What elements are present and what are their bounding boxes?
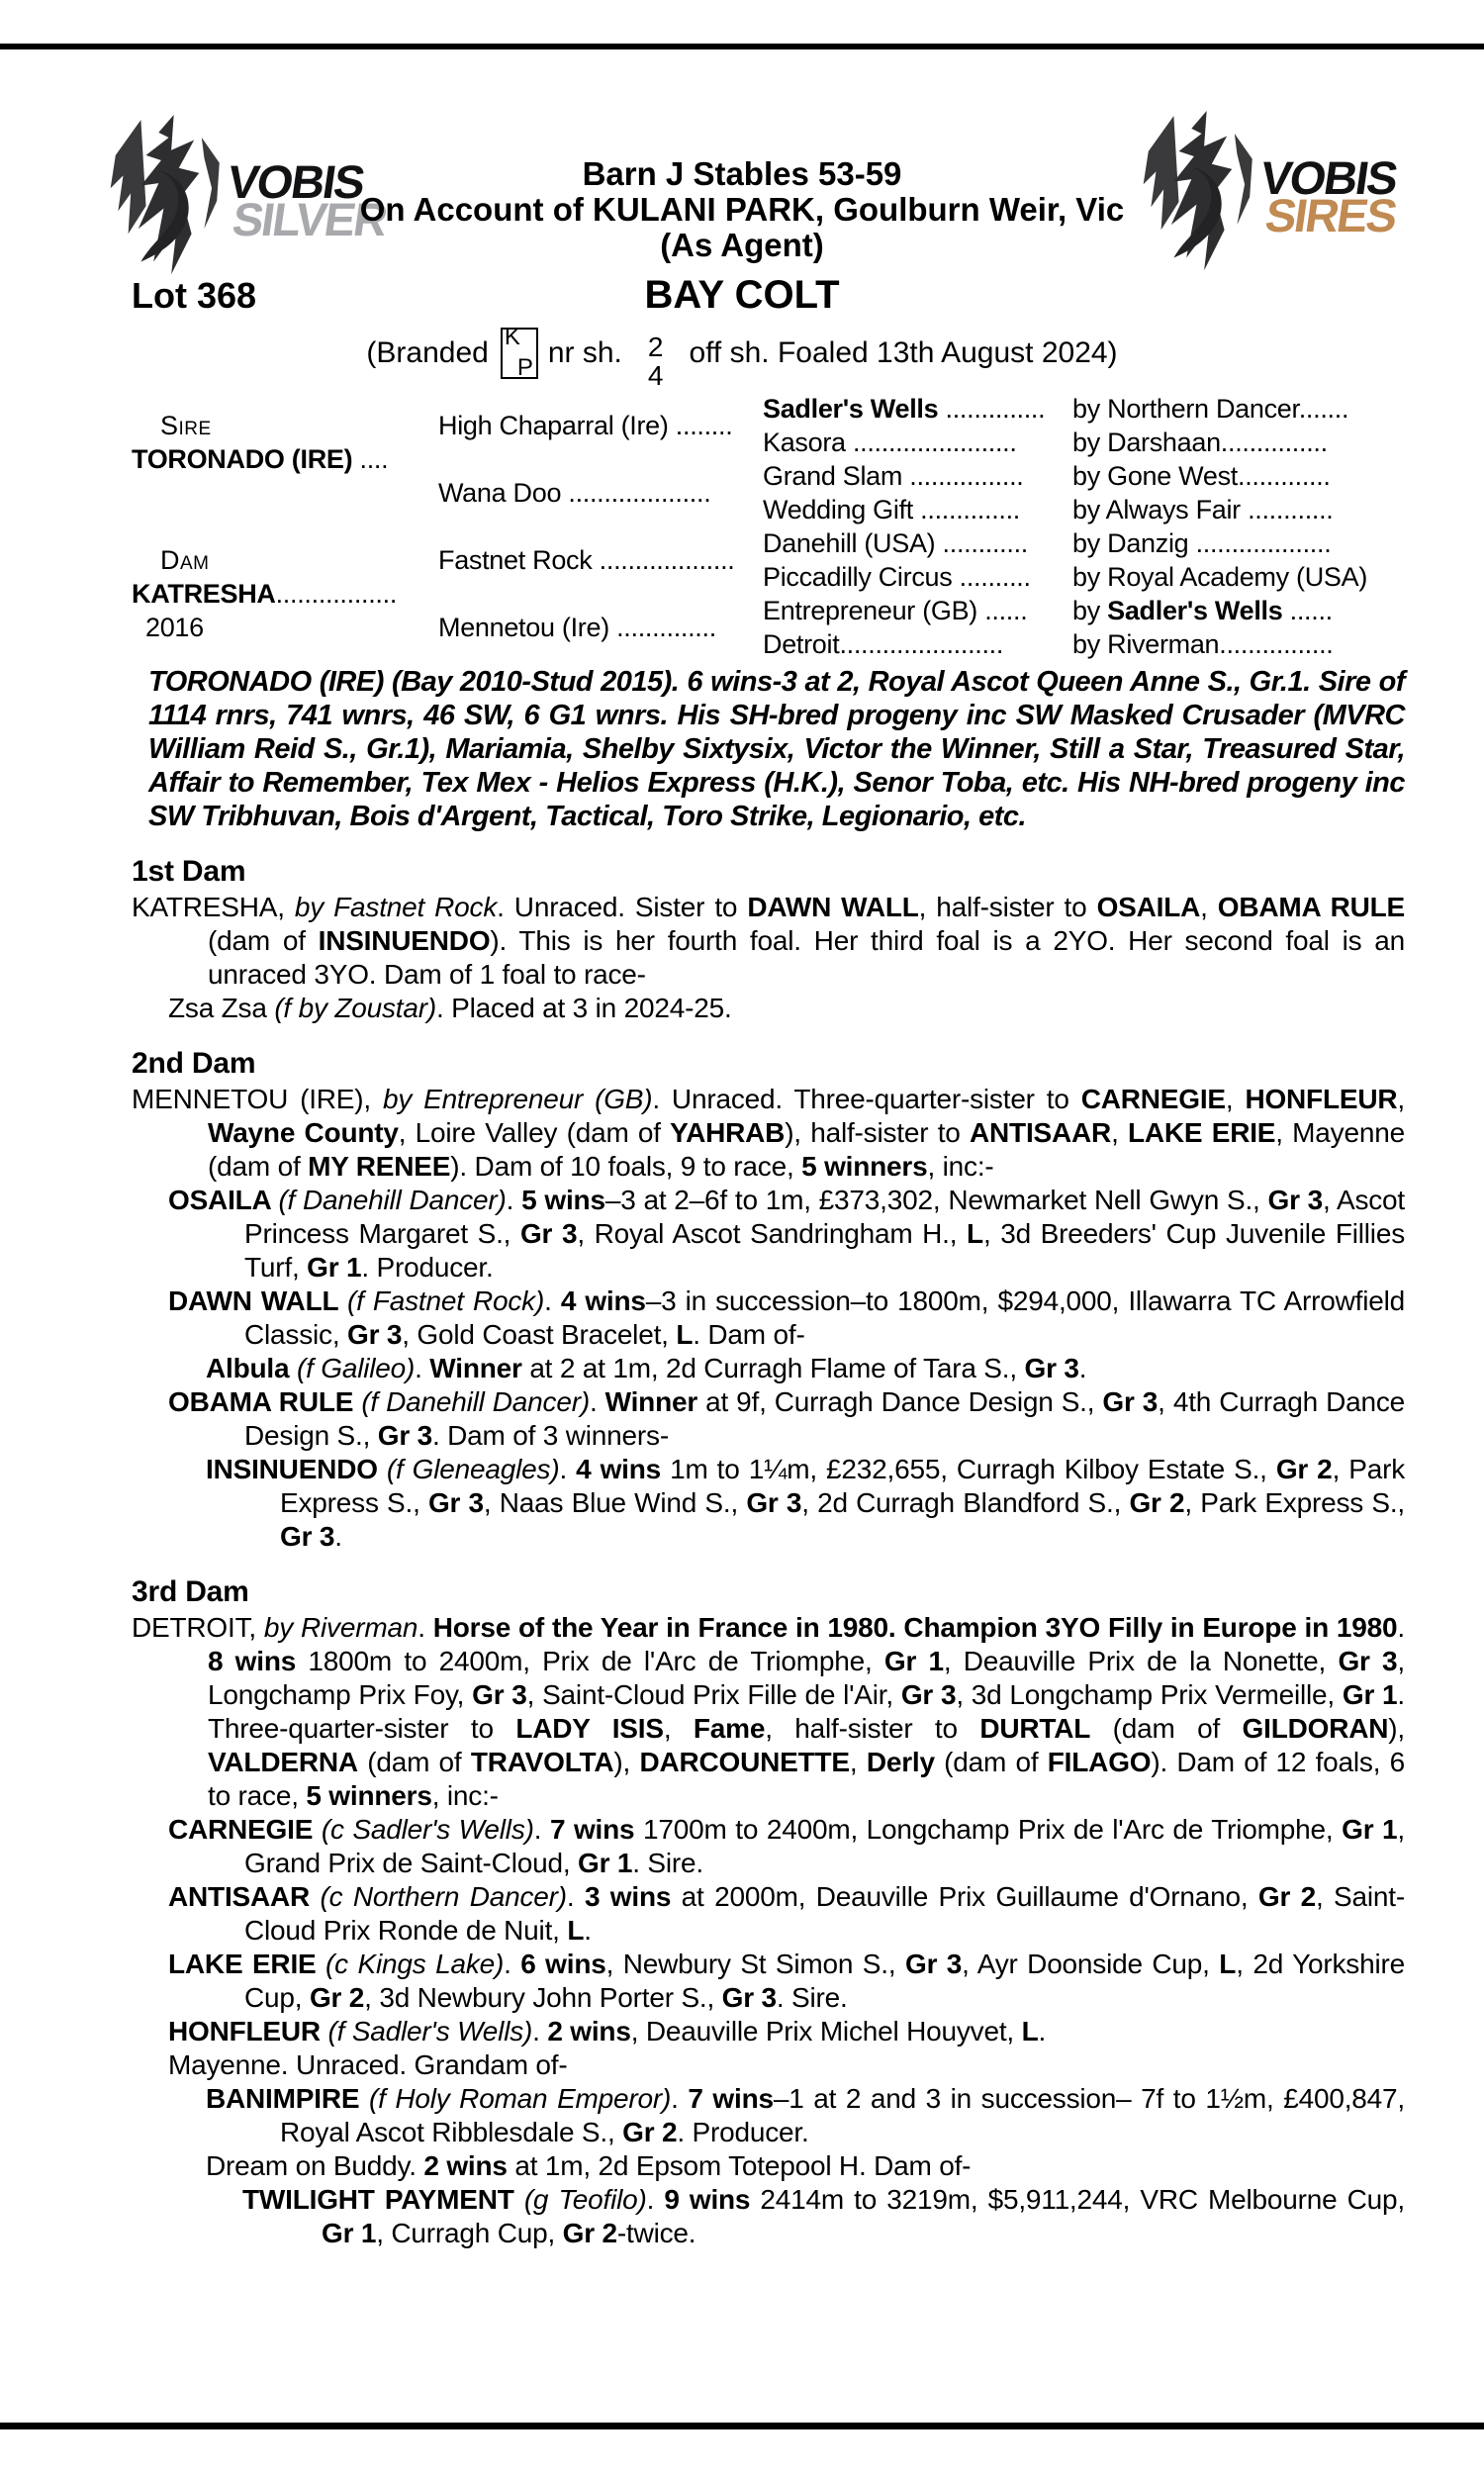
pedigree-paragraph: Zsa Zsa (f by Zoustar). Placed at 3 in 2024-25.	[168, 993, 732, 1023]
pedigree-generation3-cell: Wedding Gift ..............	[763, 495, 1021, 524]
branded-mid: nr sh.	[547, 336, 622, 369]
branded-line	[0, 324, 1484, 391]
pedigree-paragraph: TWILIGHT PAYMENT (g Teofilo). 9 wins 2414m to 3219m, $5,911,244, VRC Melbourne Cup, Gr 1, Curragh Cup, Gr 2-twice.	[242, 2184, 1405, 2248]
pedigree-generation4-cell: by Gone West.............	[1072, 461, 1331, 491]
pedigree-generation1-cell: 2016	[145, 613, 204, 642]
pedigree-generation4-cell: by Sadler's Wells ......	[1072, 596, 1333, 625]
branded-suffix: off sh. Foaled 13th August 2024)	[689, 336, 1118, 369]
section-heading: 2nd Dam	[132, 1047, 256, 1080]
pedigree-paragraph: Dream on Buddy. 2 wins at 1m, 2d Epsom Totepool H. Dam of-	[206, 2150, 972, 2181]
silver-wordmark: SILVER	[229, 193, 390, 245]
brand-mark-icon: K P	[501, 328, 538, 379]
pedigree-paragraph: KATRESHA, by Fastnet Rock. Unraced. Sister to DAWN WALL, half-sister to OSAILA, OBAMA RULE (dam of INSINUENDO). This is her fourth foal. Her third foal is a 2YO. Her second foal is an unraced 3YO. Dam of 1 foal to race-	[132, 892, 1406, 990]
pedigree-paragraph: OSAILA (f Danehill Dancer). 5 wins–3 at 2–6f to 1m, £373,302, Newmarket Nell Gwyn S., Gr 3, Ascot Princess Margaret S., Gr 3, Royal Ascot Sandringham H., L, 3d Breeders' Cup Juvenile Fillies Turf, Gr 1. Producer.	[168, 1185, 1405, 1283]
pedigree-paragraph: BANIMPIRE (f Holy Roman Emperor). 7 wins–1 at 2 and 3 in succession– 7f to 1½m, £400,847, Royal Ascot Ribblesdale S., Gr 2. Producer.	[206, 2083, 1405, 2147]
pedigree-generation3-cell: Detroit.......................	[763, 629, 1004, 659]
pedigree-generation4-cell: by Royal Academy (USA)	[1072, 562, 1368, 592]
pedigree-generation3-cell: Kasora .......................	[763, 428, 1017, 457]
section-heading: 3rd Dam	[132, 1575, 249, 1608]
dam-sections	[132, 855, 1405, 2250]
pedigree-generation4-cell: by Darshaan...............	[1072, 428, 1328, 457]
pedigree-paragraph: Mayenne. Unraced. Grandam of-	[168, 2049, 568, 2080]
pedigree-generation3-cell: Piccadilly Circus ..........	[763, 562, 1031, 592]
pedigree-generation4-cell: by Danzig ...................	[1072, 528, 1332, 558]
pedigree-generation1-cell: Sire	[160, 411, 212, 440]
pedigree-generation2-cell: High Chaparral (Ire) ........	[438, 411, 733, 440]
pedigree-generation3-cell: Entrepreneur (GB) ......	[763, 596, 1028, 625]
pedigree-generation4-cell: by Riverman................	[1072, 629, 1334, 659]
sires-wordmark: SIRES	[1261, 189, 1400, 241]
top-rule	[0, 44, 1484, 49]
pedigree-paragraph: DETROIT, by Riverman. Horse of the Year in France in 1980. Champion 3YO Filly in Europe in 1980. 8 wins 1800m to 2400m, Prix de l'Arc de Triomphe, Gr 1, Deauville Prix de la Nonette, Gr 3, Longchamp Prix Foy, Gr 3, Saint-Cloud Prix Fille de l'Air, Gr 3, 3d Longchamp Prix Vermeille, Gr 1. Three-quarter-sister to LADY ISIS, Fame, half-sister to DURTAL (dam of GILDORAN), VALDERNA (dam of TRAVOLTA), DARCOUNETTE, Derly (dam of FILAGO). Dam of 12 foals, 6 to race, 5 winners, inc:-	[132, 1612, 1406, 1811]
pedigree-paragraph: HONFLEUR (f Sadler's Wells). 2 wins, Deauville Prix Michel Houyvet, L.	[168, 2016, 1047, 2046]
pedigree-paragraph: OBAMA RULE (f Danehill Dancer). Winner at 9f, Curragh Dance Design S., Gr 3, 4th Curragh Dance Design S., Gr 3. Dam of 3 winners-	[168, 1386, 1406, 1451]
horse-title: BAY COLT	[644, 273, 840, 317]
sire-summary-paragraph: TORONADO (IRE) (Bay 2010-Stud 2015). 6 wins-3 at 2, Royal Ascot Queen Anne S., Gr.1. Sire of 1114 rnrs, 741 wnrs, 46 SW, 6 G1 wnrs. His SH-bred progeny inc SW Masked Crusader (MVRC William Reid S., Gr.1), Mariamia, Shelby Sixtysix, Victor the Winner, Still a Star, Treasured Star, Affair to Remember, Tex Mex - Helios Express (H.K.), Senor Toba, etc. His NH-bred progeny inc SW Tribhuvan, Bois d'Argent, Tactical, Toro Strike, Legionario, etc.	[148, 666, 1405, 832]
pedigree-paragraph: INSINUENDO (f Gleneagles). 4 wins 1m to 1¼m, £232,655, Curragh Kilboy Estate S., Gr 2, Park Express S., Gr 3, Naas Blue Wind S., Gr 3, 2d Curragh Blandford S., Gr 2, Park Express S., Gr 3.	[206, 1454, 1405, 1552]
pedigree-generation4-cell: by Always Fair ............	[1072, 495, 1334, 524]
account-line: On Account of KULANI PARK, Goulburn Weir, Vic	[359, 191, 1125, 228]
vobis-wordmark: VOBIS	[1257, 151, 1400, 204]
pedigree-generation2-cell: Wana Doo ....................	[438, 478, 711, 508]
pedigree-paragraph: ANTISAAR (c Northern Dancer). 3 wins at 2000m, Deauville Prix Guillaume d'Ornano, Gr 2, Saint-Cloud Prix Ronde de Nuit, L.	[168, 1881, 1405, 1946]
pedigree-generation3-cell: Danehill (USA) ............	[763, 528, 1028, 558]
pedigree-paragraph: Albula (f Galileo). Winner at 2 at 1m, 2d Curragh Flame of Tara S., Gr 3.	[206, 1353, 1087, 1383]
vobis-wordmark: VOBIS	[225, 155, 367, 208]
pedigree-paragraph: CARNEGIE (c Sadler's Wells). 7 wins 1700m to 2400m, Longchamp Prix de l'Arc de Triomphe, Gr 1, Grand Prix de Saint-Cloud, Gr 1. Sire.	[168, 1814, 1405, 1878]
pedigree-generation1-cell: KATRESHA.................	[132, 579, 398, 609]
bottom-rule	[0, 2423, 1484, 2429]
section-heading: 1st Dam	[132, 855, 246, 888]
agent-line: (As Agent)	[660, 227, 824, 263]
pedigree-generation4-cell: by Northern Dancer.......	[1072, 394, 1349, 424]
brand-count: 2 4	[647, 332, 664, 391]
pedigree-table	[132, 384, 1405, 661]
pedigree-generation3-cell: Grand Slam ................	[763, 461, 1024, 491]
pedigree-paragraph: LAKE ERIE (c Kings Lake). 6 wins, Newbury St Simon S., Gr 3, Ayr Doonside Cup, L, 2d Yorkshire Cup, Gr 2, 3d Newbury John Porter S., Gr 3. Sire.	[168, 1949, 1405, 2013]
page-content	[132, 665, 1405, 2250]
pedigree-generation2-cell: Fastnet Rock ...................	[438, 545, 735, 575]
consignor-header	[0, 151, 1484, 263]
lot-number: Lot 368	[132, 275, 257, 316]
pedigree-generation1-cell: Dam	[160, 545, 210, 575]
branded-prefix: (Branded	[366, 336, 489, 369]
pedigree-generation2-cell: Mennetou (Ire) ..............	[438, 613, 716, 642]
pedigree-generation3-cell: Sadler's Wells ..............	[763, 394, 1046, 424]
pedigree-generation1-cell: TORONADO (IRE) ....	[132, 444, 389, 474]
pedigree-paragraph: DAWN WALL (f Fastnet Rock). 4 wins–3 in succession–to 1800m, $294,000, Illawarra TC Arrowfield Classic, Gr 3, Gold Coast Bracelet, L. Dam of-	[168, 1285, 1405, 1350]
pedigree-paragraph: MENNETOU (IRE), by Entrepreneur (GB). Unraced. Three-quarter-sister to CARNEGIE, HONFLEUR, Wayne County, Loire Valley (dam of YAHRAB), half-sister to ANTISAAR, LAKE ERIE, Mayenne (dam of MY RENEE). Dam of 10 foals, 9 to race, 5 winners, inc:-	[132, 1084, 1405, 1182]
barn-line: Barn J Stables 53-59	[582, 155, 902, 192]
